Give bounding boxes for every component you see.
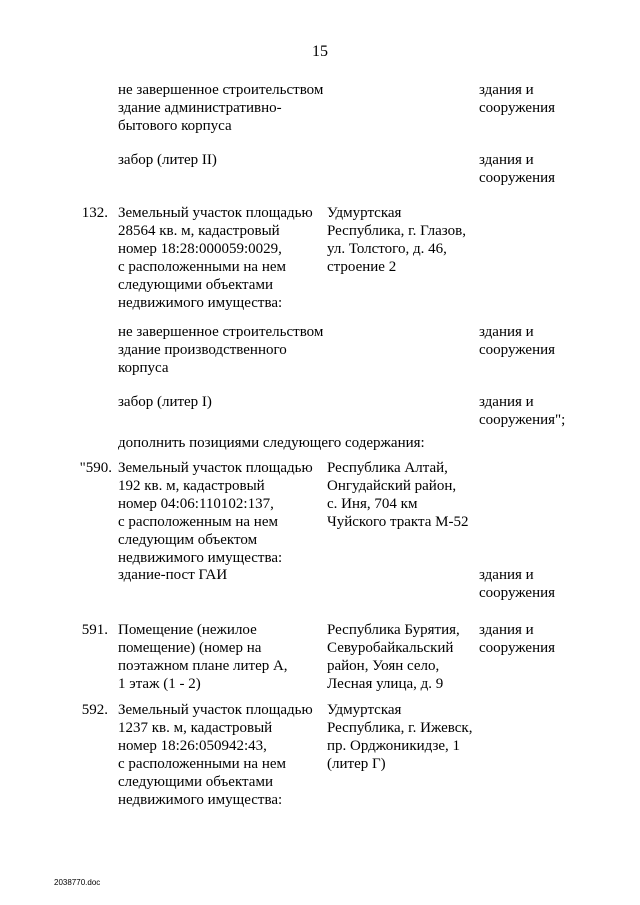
- entry-address: Республика Алтай, Онгудайский район, с. Иня, 704 км Чуйского тракта М-52: [327, 460, 469, 530]
- item-desc: не завершенное строительством здание административно- бытового корпуса: [118, 82, 324, 134]
- item-type: здания и сооружения: [479, 324, 556, 358]
- entry-description: Земельный участок площадью 1237 кв. м, кадастровый номер 18:26:050942:43, с расположенными на нем следующими объектами недвижимого имущества:: [118, 702, 313, 808]
- item-desc: забор (литер I): [118, 394, 212, 410]
- item-type: здания и сооружения: [479, 152, 556, 186]
- entry-number: 591.: [81, 622, 108, 638]
- entry-address: Республика Бурятия, Севуробайкальский район, Уоян село, Лесная улица, д. 9: [327, 622, 460, 692]
- item-type: здания и сооружения";: [479, 394, 566, 428]
- entry-number: 592.: [81, 702, 108, 718]
- item-desc: здание-пост ГАИ: [118, 567, 228, 583]
- item-type: здания и сооружения: [479, 82, 556, 116]
- entry-description: Земельный участок площадью 28564 кв. м, кадастровый номер 18:28:000059:0029, с расположенными на нем следующими объектами недвижимого имущества:: [118, 205, 313, 311]
- item-desc: забор (литер II): [118, 152, 217, 168]
- entry-number: 132.: [81, 205, 108, 221]
- entry-description: Помещение (нежилое помещение) (номер на поэтажном плане литер А, 1 этаж (1 - 2): [118, 622, 288, 692]
- entry-address: Удмуртская Республика, г. Ижевск, пр. Орджоникидзе, 1 (литер Г): [327, 702, 473, 772]
- amendment-text: дополнить позициями следующего содержания:: [118, 435, 425, 451]
- footer-filename: 2038770.doc: [54, 878, 101, 887]
- item-desc: не завершенное строительством здание производственного корпуса: [118, 324, 324, 376]
- entry-address: Удмуртская Республика, г. Глазов, ул. Толстого, д. 46, строение 2: [327, 205, 466, 275]
- entry-type: здания и сооружения: [479, 622, 556, 656]
- entry-number: "590.: [79, 460, 112, 476]
- entry-description: Земельный участок площадью 192 кв. м, кадастровый номер 04:06:110102:137, с расположенным на нем следующим объектом недвижимого имущества:: [118, 460, 313, 566]
- page-number: 15: [312, 43, 328, 60]
- item-type: здания и сооружения: [479, 567, 556, 601]
